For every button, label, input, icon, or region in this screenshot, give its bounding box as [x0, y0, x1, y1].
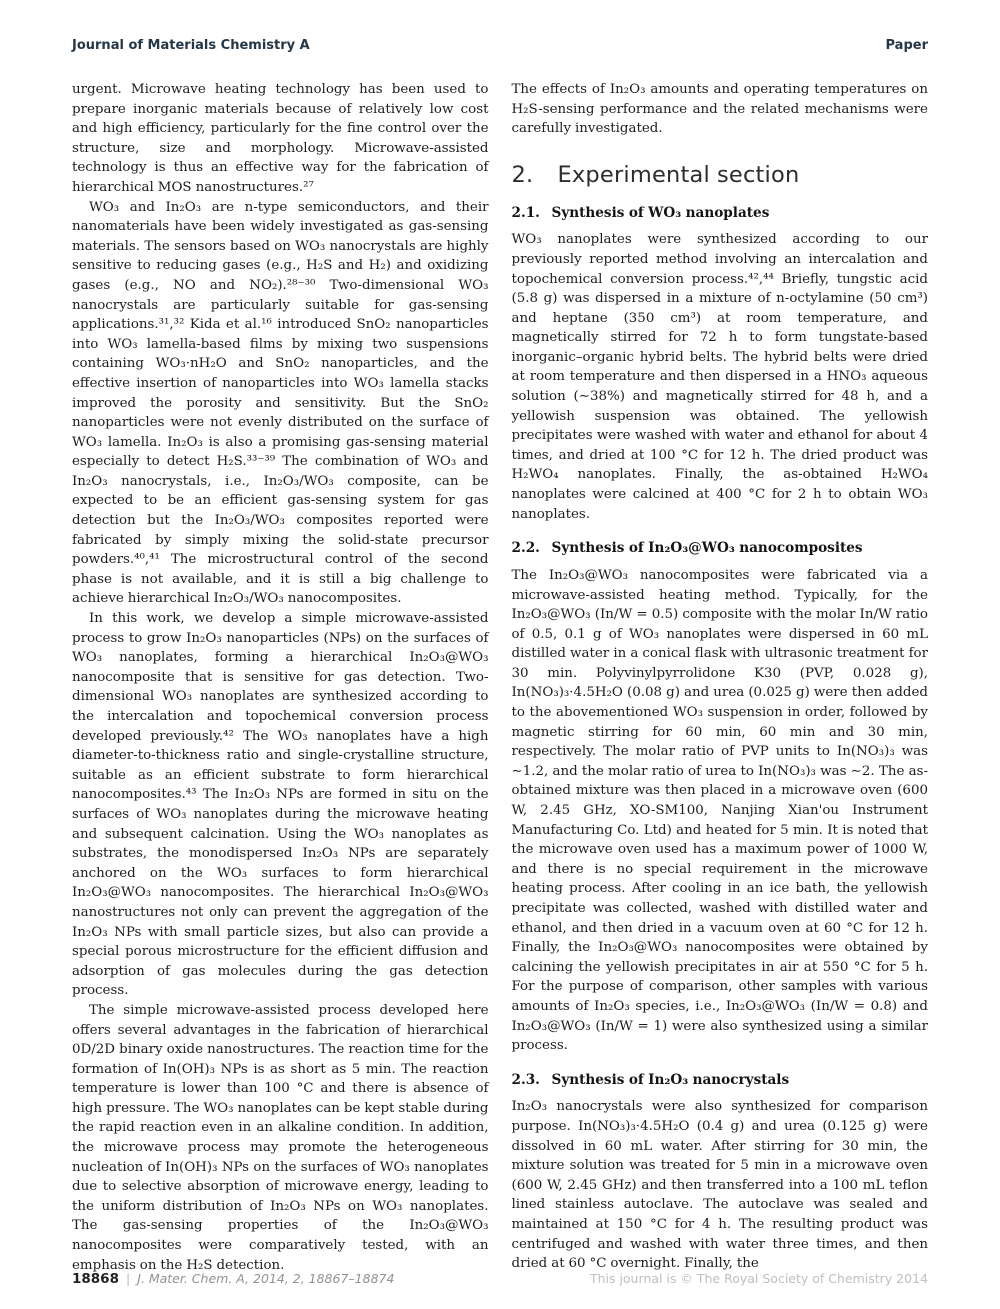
subsection-number: 2.1. [511, 204, 540, 221]
paragraph: In this work, we develop a simple microwave-assisted process to grow In₂O₃ nanoparticles (NPs) on the surfaces of WO₃ nanoplates, forming a hierarchical In₂O₃@WO₃ nanocomposite that is sensitive for gas detection. Two-dimensional WO₃ nanoplates are synthesized according to the intercalation and topochemical conversion process developed previously.⁴² The WO₃ nanoplates have a high diameter-to-thickness ratio and single-crystalline structure, suitable as an efficient substrate to form hierarchical nanocomposites.⁴³ The In₂O₃ NPs are formed in situ on the surfaces of WO₃ nanoplates during the microwave heating and subsequent calcination. Using the WO₃ nanoplates as substrates, the monodispersed In₂O₃ NPs are separately anchored on the WO₃ surfaces to form hierarchical In₂O₃@WO₃ nanocomposites. The hierarchical In₂O₃@WO₃ nanostructures not only can prevent the aggregation of the In₂O₃ NPs with small particle sizes, but also can provide a special porous microstructure for the efficient diffusion and adsorption of gas molecules during the gas detection process. [72, 611, 489, 999]
paragraph: WO₃ nanoplates were synthesized according to our previously reported method involving an intercalation and topochemical conversion process.⁴²,⁴⁴ Briefly, tungstic acid (5.8 g) was dispersed in a mixture of n-octylamine (50 cm³) and heptane (350 cm³) at room temperature, and magnetically stirred for 72 h to form tungstate-based inorganic–organic hybrid belts. The hybrid belts were dried at room temperature and then dispersed in a HNO₃ aqueous solution (∼38%) and magnetically stirred for 48 h, and a yellowish suspension was obtained. The yellowish precipitates were washed with water and ethanol for about 4 times, and dried at 100 °C for 12 h. The dried product was H₂WO₄ nanoplates. Finally, the as-obtained H₂WO₄ nanoplates were calcined at 400 °C for 2 h to obtain WO₃ nanoplates. [511, 232, 928, 522]
right-column [512, 80, 929, 1275]
page-footer [72, 1271, 928, 1287]
running-header [72, 38, 928, 53]
paragraph: The simple microwave-assisted process developed here offers several advantages in the fabrication of hierarchical 0D/2D binary oxide nanostructures. The reaction time for the formation of In(OH)₃ NPs is as short as 5 min. The reaction temperature is lower than 100 °C and there is absence of high pressure. The WO₃ nanoplates can be kept stable during the rapid reaction even in an alkaline condition. In addition, the microwave process may promote the heterogeneous nucleation of In(OH)₃ NPs on the surfaces of WO₃ nanoplates due to selective absorption of microwave energy, leading to the uniform distribution of In₂O₃ NPs on WO₃ nanoplates. The gas-sensing properties of the In₂O₃@WO₃ nanocomposites were comparatively tested, with an emphasis on the H₂S detection. [72, 1002, 489, 1273]
two-column-body [72, 80, 928, 1275]
subsection-heading-2-1 [512, 205, 929, 223]
subsection-number: 2.2. [511, 540, 540, 557]
section-title: Experimental section [557, 161, 800, 188]
paragraph: In₂O₃ nanocrystals were also synthesized for comparison purpose. In(NO₃)₃·4.5H₂O (0.4 g) and urea (0.125 g) were dissolved in 60 mL water. After stirring for 30 min, the mixture solution was treated for 5 min in a microwave oven (600 W, 2.45 GHz) and then transferred into a 100 mL teflon lined stainless autoclave. The autoclave was sealed and maintained at 150 °C for 4 h. The resulting product was centrifuged and washed with water three times, and then dried at 60 °C overnight. Finally, the [511, 1099, 928, 1272]
page-number: 18868 [72, 1271, 119, 1287]
paragraph: WO₃ and In₂O₃ are n-type semiconductors, and their nanomaterials have been widely investigated as gas-sensing materials. The sensors based on WO₃ nanocrystals are highly sensitive to reducing gases (e.g., H₂S and H₂) and oxidizing gases (e.g., NO and NO₂).²⁸⁻³⁰ Two-dimensional WO₃ nanocrystals are particularly suitable for gas-sensing applications.³¹,³² Kida et al.¹⁶ introduced SnO₂ nanoparticles into WO₃ lamella-based films by mixing two suspensions containing WO₃·nH₂O and SnO₂ nanoparticles, and the effective insertion of nanoparticles into WO₃ lamella stacks improved the porosity and sensitivity. But the SnO₂ nanoparticles were not evenly distributed on the surface of WO₃ lamella. In₂O₃ is also a promising gas-sensing material especially to detect H₂S.³³⁻³⁹ The combination of WO₃ and In₂O₃ nanocrystals, i.e., In₂O₃/WO₃ composite, can be expected to be an efficient gas-sensing system for gas detection but the In₂O₃/WO₃ composites reported were fabricated by simply mixing the solid-state precursor powders.⁴⁰,⁴¹ The microstructural control of the second phase is not available, and it is still a big challenge to achieve hierarchical In₂O₃/WO₃ nanocomposites. [72, 199, 489, 607]
journal-title: Journal of Materials Chemistry A [72, 38, 310, 53]
footer-separator: | [125, 1271, 131, 1286]
article-type-label: Paper [885, 38, 928, 53]
subsection-title: Synthesis of WO₃ nanoplates [551, 204, 770, 221]
subsection-title: Synthesis of In₂O₃ nanocrystals [551, 1071, 790, 1088]
copyright-notice: This journal is © The Royal Society of Chemistry 2014 [589, 1271, 928, 1286]
paragraph: The In₂O₃@WO₃ nanocomposites were fabricated via a microwave-assisted heating method. Typically, for the In₂O₃@WO₃ (In/W = 0.5) composite with the molar In/W ratio of 0.5, 0.1 g of WO₃ nanoplates were dispersed in 60 mL distilled water in a conical flask with ultrasonic treatment for 30 min. Polyvinylpyrrolidone K30 (PVP, 0.028 g), In(NO₃)₃·4.5H₂O (0.08 g) and urea (0.025 g) were then added to the abovementioned WO₃ suspension in order, followed by magnetic stirring for 60 min, 60 min and 30 min, respectively. The molar ratio of PVP units to In(NO₃)₃ was ∼1.2, and the molar ratio of urea to In(NO₃)₃ was ∼2. The as-obtained mixture was then placed in a microwave oven (600 W, 2.45 GHz, XO-SM100, Nanjing Xian'ou Instrument Manufacturing Co. Ltd) and heated for 5 min. It is noted that the microwave oven used has a maximum power of 1000 W, and there is no special requirement in the microwave heating process. After cooling in an ice bath, the yellowish precipitate was collected, washed with distilled water and ethanol, and then dried in a vacuum oven at 60 °C for 12 h. Finally, the In₂O₃@WO₃ nanocomposites were obtained by calcining the yellowish precipitates in air at 550 °C for 5 h. For the purpose of comparison, other samples with various amounts of In₂O₃ species, i.e., In₂O₃@WO₃ (In/W = 0.8) and In₂O₃@WO₃ (In/W = 1) were also synthesized using a similar process. [511, 567, 928, 1054]
footer-citation-block [72, 1271, 394, 1287]
section-heading-experimental [512, 163, 929, 189]
journal-citation: J. Mater. Chem. A, 2014, 2, 18867–18874 [137, 1271, 395, 1286]
section-number: 2. [511, 161, 534, 188]
paragraph: The effects of In₂O₃ amounts and operating temperatures on H₂S-sensing performance and the related mechanisms were carefully investigated. [511, 82, 928, 137]
subsection-number: 2.3. [511, 1071, 540, 1088]
subsection-heading-2-2 [512, 540, 929, 558]
subsection-title: Synthesis of In₂O₃@WO₃ nanocomposites [551, 540, 863, 557]
subsection-heading-2-3 [512, 1072, 929, 1090]
left-column [72, 80, 489, 1275]
paragraph: urgent. Microwave heating technology has been used to prepare inorganic materials because of relatively low cost and high efficiency, particularly for the fine control over the structure, size and morphology. Microwave-assisted technology is thus an effective way for the fabrication of hierarchical MOS nanostructures.²⁷ [72, 82, 489, 195]
